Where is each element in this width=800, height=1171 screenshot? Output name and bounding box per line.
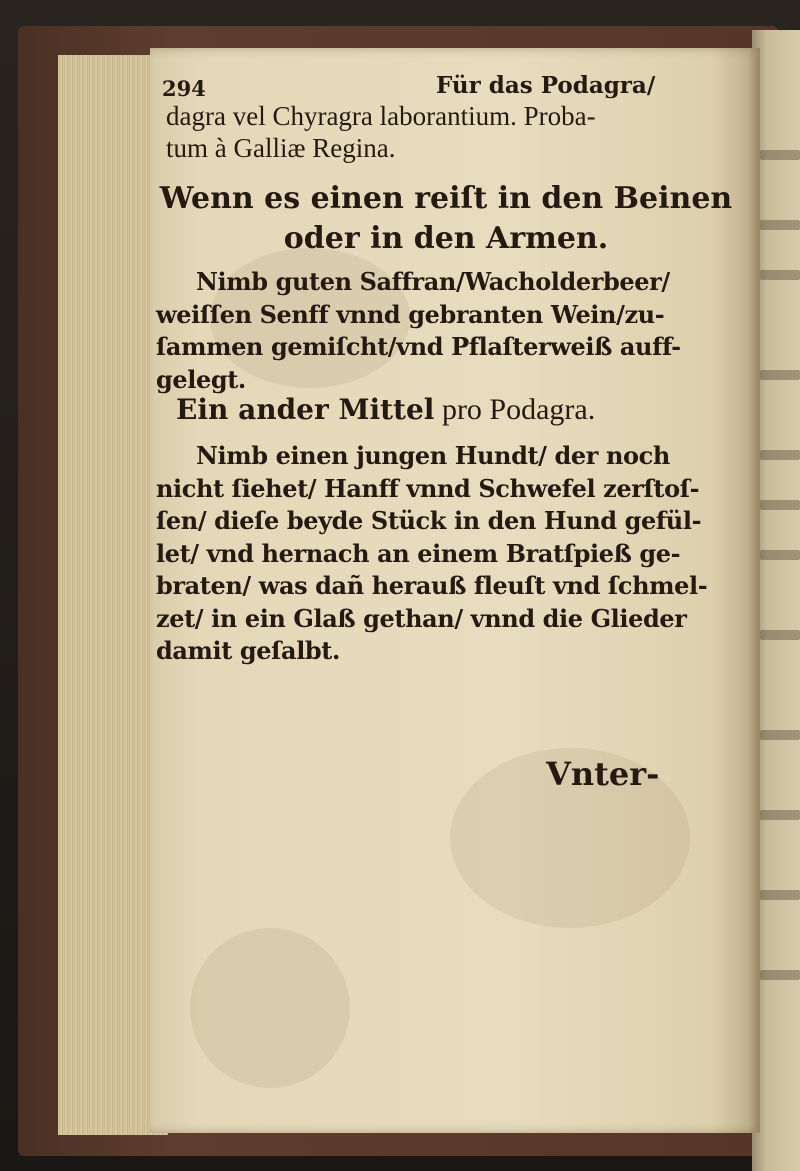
body-line: let/ vnd hernach an einem Bratſpieß ge- bbox=[156, 538, 681, 568]
recipe-paragraph bbox=[156, 440, 766, 668]
body-line: Nimb guten Saffran/Wacholderbeer/ bbox=[196, 267, 670, 296]
page-number: 294 bbox=[162, 76, 206, 101]
page-text bbox=[136, 0, 736, 1171]
body-line: zet/ in ein Glaß gethan/ vnnd die Glieder bbox=[156, 603, 687, 633]
body-line: Nimb einen jungen Hundt/ der noch bbox=[196, 441, 670, 470]
body-line: gelegt. bbox=[156, 364, 246, 394]
body-line: weiſſen Senff vnnd gebranten Wein/zu- bbox=[156, 299, 665, 329]
section-heading bbox=[176, 392, 776, 428]
catchword: Vnter- bbox=[546, 755, 660, 793]
body-line: ſammen gemiſcht/vnd Pflaſterweiß auff- bbox=[156, 332, 681, 361]
running-head: Für das Podagra/ bbox=[436, 72, 656, 99]
heading-gothic: Ein ander Mittel bbox=[176, 393, 435, 426]
latin-line: dagra vel Chyragra laborantium. Proba- bbox=[166, 101, 596, 131]
page-header bbox=[136, 64, 736, 104]
body-line: ſen/ dieſe beyde Stück in den Hund gefül- bbox=[156, 506, 702, 535]
latin-intro bbox=[166, 100, 756, 164]
body-line: damit geſalbt. bbox=[156, 636, 340, 665]
latin-line: tum à Galliæ Regina. bbox=[166, 133, 396, 163]
heading-roman: pro Podagra. bbox=[434, 393, 596, 426]
recipe-paragraph bbox=[156, 266, 766, 396]
section-heading: Wenn es einen reiſt in den Beinen bbox=[159, 181, 733, 216]
section-heading: oder in den Armen. bbox=[283, 221, 609, 256]
body-line: nicht ſiehet/ Hanff vnnd Schwefel zerſtoſ- bbox=[156, 473, 700, 503]
body-line: braten/ was dañ herauß fleuſt vnd ſchmel- bbox=[156, 571, 708, 600]
